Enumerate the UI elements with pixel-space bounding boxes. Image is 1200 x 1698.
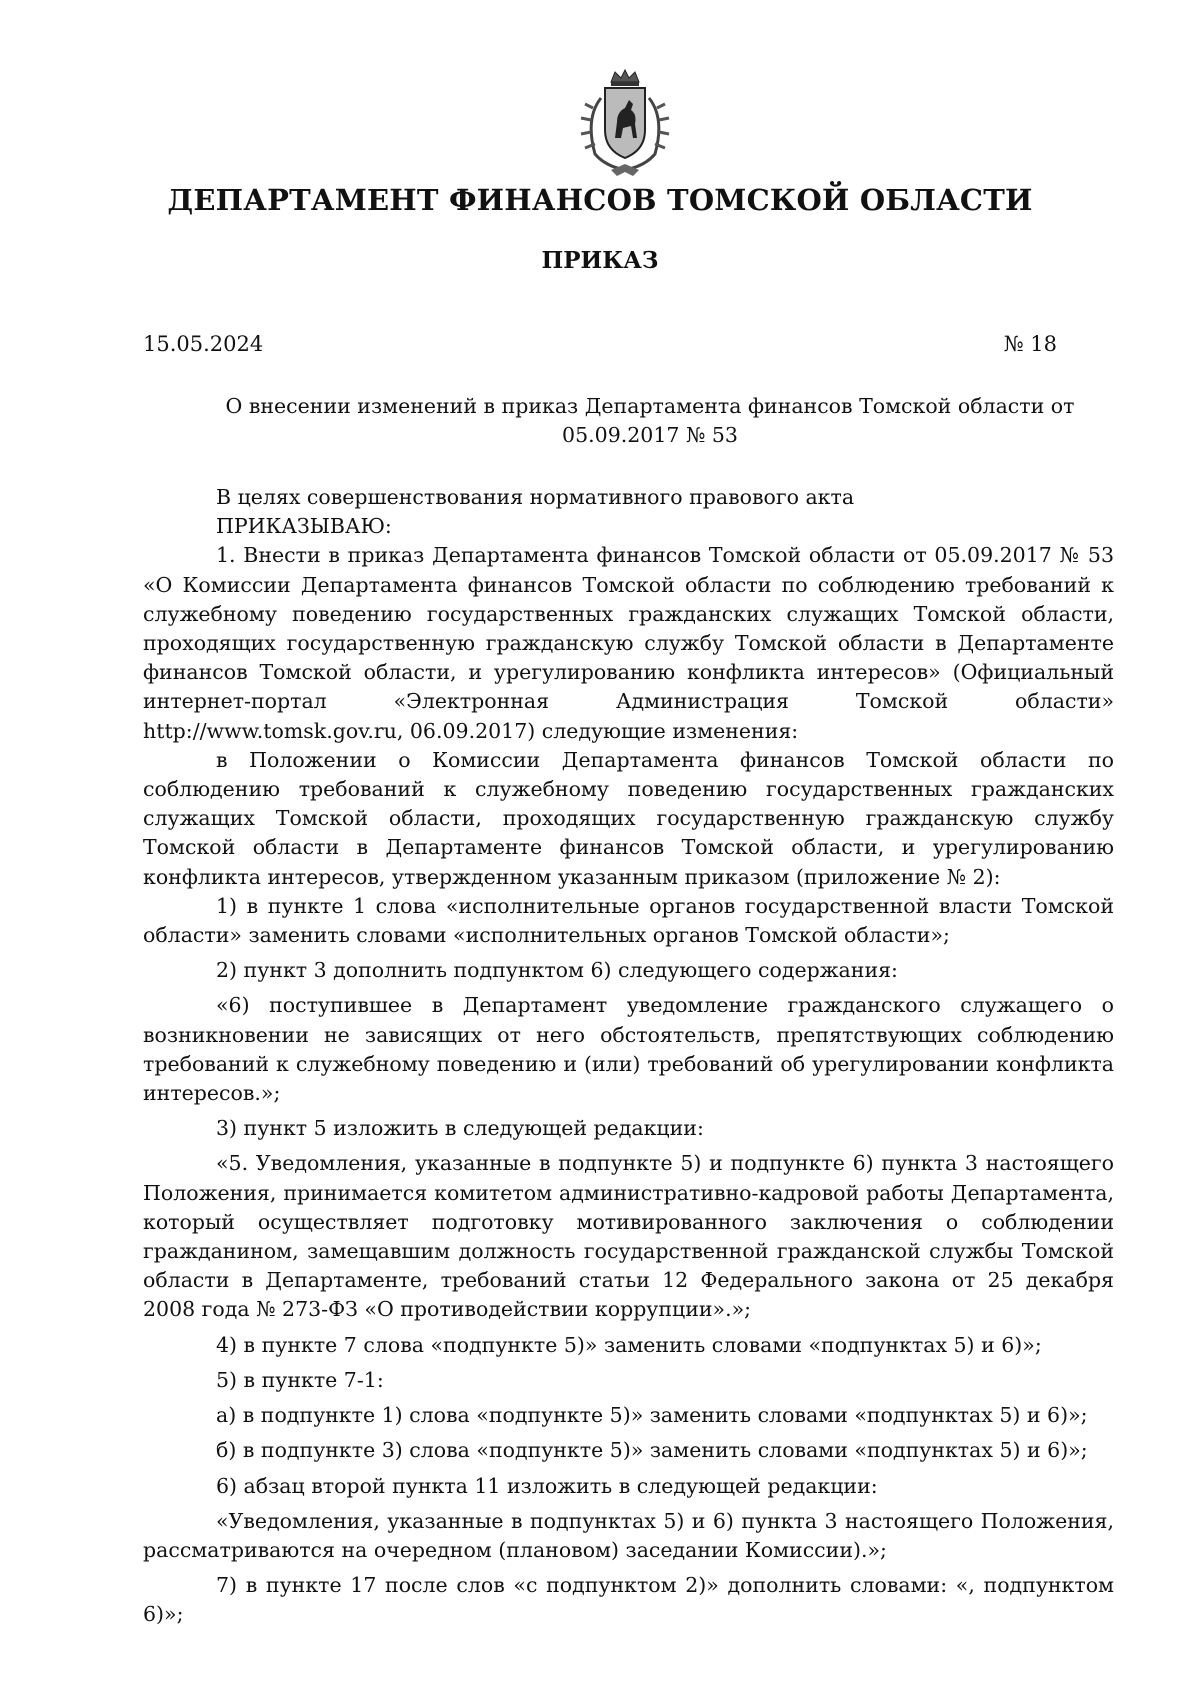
body-paragraph: а) в подпункте 1) слова «подпункте 5)» заменить словами «подпунктах 5) и 6)»;: [216, 1403, 1088, 1428]
document-date: 15.05.2024: [143, 332, 264, 356]
document-type: ПРИКАЗ: [541, 247, 659, 274]
coat-of-arms-icon: [571, 68, 679, 180]
organization-title: ДЕПАРТАМЕНТ ФИНАНСОВ ТОМСКОЙ ОБЛАСТИ: [167, 183, 1033, 217]
body-paragraph: 7) в пункте 17 после слов «с подпунктом 2)» дополнить словами: «, подпунктом 6)»;: [143, 1573, 1114, 1627]
document-body: [143, 483, 1114, 1636]
body-paragraph: «5. Уведомления, указанные в подпункте 5) и подпункте 6) пункта 3 настоящего Положения, принимается комитетом административно-кадровой работы Департамента, который осуществляет подготовку мотивированного заключения о соблюдении гражданином, замещавшим должность государственной гражданской службы Томской области в Департаменте, требований статьи 12 Федерального закона от 25 декабря 2008 года № 273-ФЗ «О противодействии коррупции».»;: [143, 1151, 1114, 1322]
body-paragraph: 2) пункт 3 дополнить подпунктом 6) следующего содержания:: [216, 958, 898, 983]
body-paragraph: «Уведомления, указанные в подпунктах 5) и 6) пункта 3 настоящего Положения, рассматриваются на очередном (плановом) заседании Комиссии).»;: [143, 1508, 1114, 1562]
order-keyword: ПРИКАЗЫВАЮ:: [216, 514, 392, 539]
body-paragraph: 1) в пункте 1 слова «исполнительные органов государственной власти Томской области» заменить словами «исполнительных органов Томской области»;: [143, 893, 1114, 948]
body-paragraph: «6) поступившее в Департамент уведомление гражданского служащего о возникновении не зависящих от него обстоятельств, препятствующих соблюдению требований к служебному поведению и (или) требований об урегулировании конфликта интересов.»;: [143, 993, 1114, 1106]
body-paragraph: 4) в пункте 7 слова «подпункте 5)» заменить словами «подпунктах 5) и 6)»;: [216, 1332, 1042, 1357]
body-paragraph: 1. Внести в приказ Департамента финансов Томской области от 05.09.2017 № 53 «О Комиссии Департамента финансов Томской области по соблюдению требований к служебному поведению государственных гражданских служащих Томской области, проходящих государственную гражданскую службу Томской области в Департаменте финансов Томской области, и урегулированию конфликта интересов» (Официальный интернет-портал «Электронная Администрация Томской области» http://www.tomsk.gov.ru, 06.09.2017) следующие изменения:: [143, 543, 1114, 743]
document-subject: О внесении изменений в приказ Департамента финансов Томской области от 05.09.2017 № 53: [225, 394, 1075, 447]
body-paragraph: 6) абзац второй пункта 11 изложить в следующей редакции:: [216, 1473, 878, 1498]
preamble-paragraph: В целях совершенствования нормативного правового акта: [216, 485, 855, 509]
body-paragraph: 5) в пункте 7-1:: [216, 1367, 384, 1392]
body-paragraph: 3) пункт 5 изложить в следующей редакции:: [216, 1116, 704, 1141]
body-paragraph: в Положении о Комиссии Департамента финансов Томской области по соблюдению требований к служебному поведению государственных гражданских служащих Томской области, проходящих государственную гражданскую службу Томской области в Департаменте финансов Томской области, и урегулированию конфликта интересов, утвержденном указанным приказом (приложение № 2):: [143, 747, 1114, 889]
body-paragraph: б) в подпункте 3) слова «подпункте 5)» заменить словами «подпунктах 5) и 6)»;: [216, 1438, 1088, 1463]
document-number: № 18: [1003, 332, 1057, 356]
